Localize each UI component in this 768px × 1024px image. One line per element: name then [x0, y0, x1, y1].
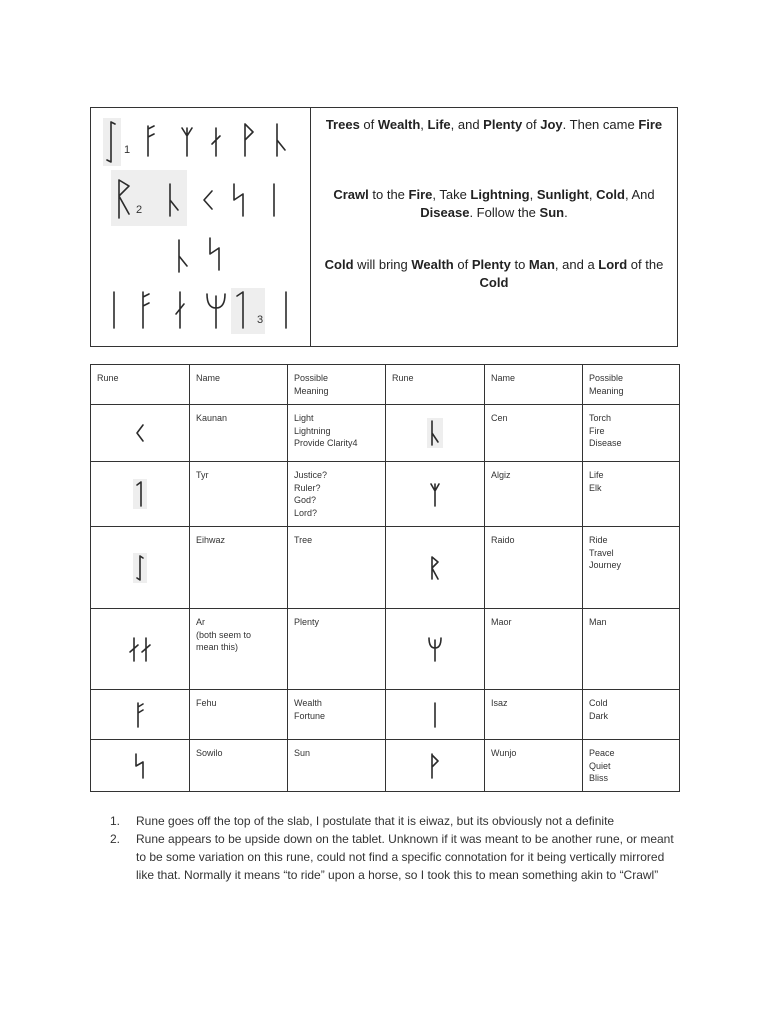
- eihwaz-rune: [103, 118, 121, 166]
- kaunan-rune: [134, 422, 146, 444]
- keyword-text: Trees: [325, 117, 360, 132]
- header-rune: Rune: [91, 365, 190, 405]
- rune-meaning-cell-line: Ride: [589, 535, 608, 545]
- rune-meaning-cell: [583, 462, 680, 527]
- translation-panel: [311, 108, 677, 346]
- rune-meaning-cell-line: Tree: [294, 535, 313, 545]
- header-name: Name: [485, 365, 583, 405]
- rune-meaning-cell-line: Elk: [589, 482, 602, 493]
- header-name: Name: [190, 365, 288, 405]
- rune-name-cell: [190, 609, 288, 690]
- verse-text: , Take: [432, 187, 471, 202]
- table-row: [91, 740, 680, 792]
- rune-name-cell-line: Kaunan: [196, 413, 228, 423]
- verse-text: ,: [420, 117, 428, 132]
- rune-name-cell: [190, 405, 288, 462]
- rune-meaning-cell: [288, 609, 386, 690]
- keyword-text: Cold: [596, 187, 625, 202]
- rune-name-cell: [190, 740, 288, 792]
- eihwaz-rune: [133, 553, 147, 583]
- rune-name-cell-line: Fehu: [196, 698, 217, 708]
- rune-inscription-box: [90, 107, 678, 347]
- header-possible-meaning: Possible Meaning: [288, 365, 386, 405]
- keyword-text: Sun: [539, 205, 565, 220]
- rune-meaning-cell: [583, 405, 680, 462]
- rune-name-cell-line: Maor: [491, 617, 512, 627]
- isaz-rune: [281, 290, 291, 330]
- cen-rune: [273, 122, 289, 158]
- keyword-text: Wealth: [411, 257, 454, 272]
- keyword-text: Plenty: [471, 257, 511, 272]
- sowilo-rune: [231, 182, 247, 218]
- rune-name-cell: [190, 462, 288, 527]
- verse-text: ,: [529, 187, 537, 202]
- tyr-rune: [231, 288, 265, 334]
- rune-meaning-cell: [288, 740, 386, 792]
- translation-verse-1: [319, 116, 669, 134]
- rune-name-cell: [485, 740, 583, 792]
- rune-meaning-cell-line: Peace: [589, 748, 615, 758]
- ar-runes: [127, 635, 153, 663]
- rune-name-cell-line: Cen: [491, 413, 508, 423]
- maor-rune: [426, 635, 444, 663]
- verse-text: .: [564, 205, 568, 220]
- algiz-rune: [428, 480, 442, 508]
- rune-meaning-cell: [583, 609, 680, 690]
- rune-meaning-cell: [288, 462, 386, 527]
- verse-text: to: [510, 257, 529, 272]
- verse-text: . Then came: [562, 117, 639, 132]
- rune-meaning-cell: [583, 690, 680, 740]
- rune-meaning-cell-line: Bliss: [589, 773, 609, 783]
- rune-meaning-cell-line: Plenty: [294, 617, 320, 627]
- rune-name-cell: [485, 527, 583, 609]
- rune-name-cell-line: Tyr: [196, 470, 209, 480]
- rune-meaning-cell-line: Ruler?: [294, 482, 321, 493]
- fehu-rune: [139, 290, 153, 330]
- rune-cell: [91, 740, 190, 792]
- verse-text: of: [522, 117, 541, 132]
- ar-rune: [173, 290, 187, 330]
- rune-meaning-cell-line: Fire: [589, 425, 605, 436]
- keyword-text: Cold: [324, 257, 354, 272]
- keyword-text: Fire: [408, 187, 433, 202]
- algiz-rune: [179, 124, 195, 158]
- rune-name-cell-line: (both seem to: [196, 629, 252, 640]
- translation-verse-2: [319, 186, 669, 222]
- verse-text: of: [453, 257, 472, 272]
- verse-text: , And: [624, 187, 655, 202]
- isaz-rune: [431, 701, 439, 729]
- table-row: [91, 690, 680, 740]
- rune-meaning-cell-line: Cold: [589, 698, 608, 708]
- keyword-text: Sunlight: [536, 187, 589, 202]
- raido-rune: [428, 554, 442, 582]
- translation-verse-3: [319, 256, 669, 292]
- verse-text: , and a: [554, 257, 599, 272]
- rune-cell: [91, 690, 190, 740]
- rune-meaning-cell-line: Provide Clarity4: [294, 438, 358, 448]
- table-row: [91, 609, 680, 690]
- rune-meaning-cell-line: Dark: [589, 710, 609, 721]
- header-rune: Rune: [386, 365, 485, 405]
- kaunan-rune: [201, 188, 215, 212]
- keyword-text: Man: [528, 257, 555, 272]
- wunjo-rune: [429, 752, 441, 780]
- rune-cell: [386, 609, 485, 690]
- verse-text: . Follow the: [469, 205, 540, 220]
- verse-text: of: [359, 117, 378, 132]
- rune-name-cell-line: Raido: [491, 535, 515, 545]
- footnote-mark-1: 1: [124, 144, 131, 156]
- rune-inscription-panel: [91, 108, 311, 346]
- rune-meaning-cell: [288, 527, 386, 609]
- footnotes-list: [110, 812, 680, 884]
- rune-meaning-cell-line: Quiet: [589, 760, 611, 771]
- table-header-row: [91, 365, 680, 405]
- keyword-text: Plenty: [483, 117, 523, 132]
- rune-cell: [386, 527, 485, 609]
- fehu-rune: [144, 124, 158, 158]
- rune-name-cell: [485, 609, 583, 690]
- rune-name-cell-line: Sowilo: [196, 748, 223, 758]
- rune-name-cell-line: Eihwaz: [196, 535, 226, 545]
- rune-meaning-cell: [288, 405, 386, 462]
- tyr-rune: [133, 479, 147, 509]
- keyword-text: Life: [427, 117, 451, 132]
- rune-meaning-cell-line: Journey: [589, 560, 622, 570]
- table-row: [91, 462, 680, 527]
- rune-name-cell: [190, 690, 288, 740]
- rune-meaning-cell-line: Lightning: [294, 425, 331, 436]
- cen-rune: [166, 182, 182, 218]
- rune-cell: [386, 405, 485, 462]
- rune-name-cell-line: mean this): [196, 642, 239, 652]
- rune-name-cell: [485, 405, 583, 462]
- footnote-item: 2. Rune appears to be upside down on the tablet. Unknown if it was meant to be another rune, or meant to be some variation on this rune, could not find a specific connotation for it being vertically mirrored like that. Normally it means “to ride” upon a horse, so I took this to mean something akin to “Crawl”: [110, 832, 674, 882]
- rune-meaning-cell: [583, 527, 680, 609]
- rune-meaning-cell-line: Disease: [589, 438, 622, 448]
- rune-meaning-cell-line: Wealth: [294, 698, 322, 708]
- keyword-text: Joy: [540, 117, 563, 132]
- footnote-item: 1. Rune goes off the top of the slab, I postulate that it is eiwaz, but its obviously not a definite: [110, 814, 615, 828]
- verse-text: to the: [368, 187, 409, 202]
- keyword-text: Lord: [598, 257, 628, 272]
- rune-cell: [386, 462, 485, 527]
- rune-name-cell-line: Wunjo: [491, 748, 517, 758]
- rune-meaning-cell-line: Man: [589, 617, 607, 627]
- rune-meaning-cell: [288, 690, 386, 740]
- cen-rune: [427, 418, 443, 448]
- rune-cell: [386, 690, 485, 740]
- rune-name-cell: [190, 527, 288, 609]
- sowilo-rune: [133, 752, 147, 780]
- fehu-rune: [134, 701, 146, 729]
- ar-rune: [209, 124, 223, 158]
- table-row: [91, 405, 680, 462]
- rune-meaning-cell-line: Light: [294, 413, 314, 423]
- keyword-text: Disease: [420, 205, 470, 220]
- maor-rune: [203, 290, 229, 330]
- rune-cell: [91, 609, 190, 690]
- rune-meaning-cell-line: Justice?: [294, 470, 328, 480]
- footnote-mark-2: 2: [136, 204, 143, 216]
- rune-cell: [91, 527, 190, 609]
- verse-text: ,: [588, 187, 597, 202]
- keyword-text: Wealth: [377, 117, 421, 132]
- rune-name-cell-line: Ar: [196, 617, 205, 627]
- keyword-text: Fire: [638, 117, 663, 132]
- cen-rune: [175, 238, 191, 274]
- rune-name-cell: [485, 462, 583, 527]
- rune-meaning-cell: [583, 740, 680, 792]
- rune-name-cell-line: Isaz: [491, 698, 508, 708]
- header-possible-meaning: Possible Meaning: [583, 365, 680, 405]
- rune-meaning-cell-line: Life: [589, 470, 604, 480]
- keyword-text: Cold: [479, 275, 509, 290]
- rune-name-cell: [485, 690, 583, 740]
- keyword-text: Lightning: [470, 187, 530, 202]
- rune-meaning-cell-line: God?: [294, 495, 317, 505]
- wunjo-rune: [241, 122, 257, 158]
- rune-name-cell-line: Algiz: [491, 470, 511, 480]
- rune-meaning-table: [90, 364, 680, 792]
- rune-meaning-cell-line: Lord?: [294, 507, 318, 518]
- rune-cell: [91, 462, 190, 527]
- isaz-rune: [269, 182, 279, 218]
- keyword-text: Crawl: [333, 187, 369, 202]
- footnote-mark-3: 3: [257, 314, 264, 326]
- rune-cell: [386, 740, 485, 792]
- verse-text: , and: [450, 117, 484, 132]
- table-row: [91, 527, 680, 609]
- isaz-rune: [109, 290, 119, 330]
- rune-meaning-cell-line: Torch: [589, 413, 612, 423]
- verse-text: will bring: [353, 257, 412, 272]
- rune-meaning-cell-line: Travel: [589, 547, 614, 558]
- rune-meaning-cell-line: Fortune: [294, 710, 326, 721]
- sowilo-rune: [207, 236, 223, 272]
- verse-text: of the: [627, 257, 664, 272]
- rune-meaning-cell-line: Sun: [294, 748, 311, 758]
- rune-cell: [91, 405, 190, 462]
